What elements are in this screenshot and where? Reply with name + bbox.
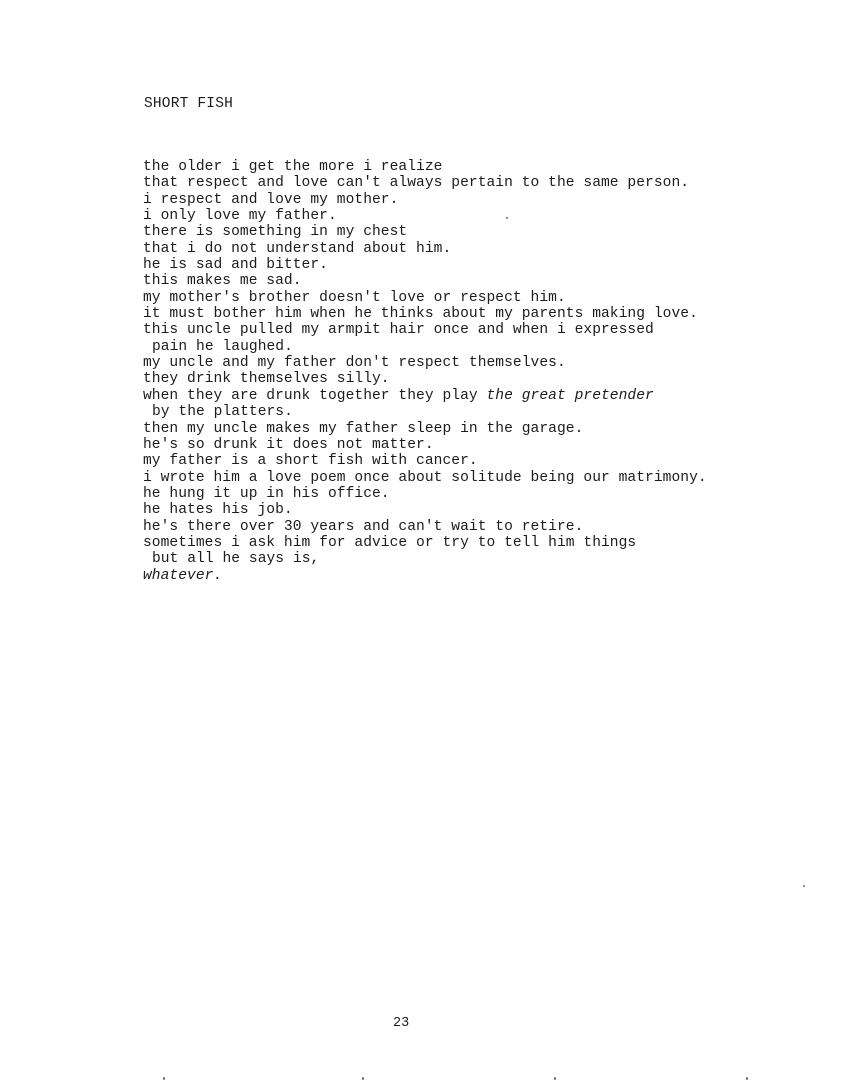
poem-line-text: my father is a short fish with cancer. <box>143 453 478 470</box>
poem-line <box>143 355 707 371</box>
poem-line-text: it must bother him when he thinks about my parents making love. <box>143 306 698 323</box>
poem-line <box>143 192 707 208</box>
poem-line-text: the older i get the more i realize <box>143 159 443 175</box>
poem-line-text: by the platters. <box>152 404 293 421</box>
poem-line-text: i wrote him a love poem once about solitude being our matrimony. <box>143 469 707 486</box>
poem-closing-word: whatever. <box>143 567 223 584</box>
poem-line <box>143 290 707 306</box>
poem-line-text: there is something in my chest <box>143 224 408 241</box>
poem-line-text: he hates his job. <box>143 502 293 519</box>
scan-speck <box>554 1077 556 1080</box>
scan-speck <box>163 1077 165 1080</box>
poem-line <box>143 339 707 355</box>
poem-line <box>143 224 707 240</box>
poem-title: SHORT FISH <box>144 96 234 112</box>
scan-speck <box>506 217 508 219</box>
poem-body <box>143 159 707 584</box>
poem-line <box>143 404 707 420</box>
poem-line-text: pain he laughed. <box>152 338 293 355</box>
poem-line-text: my mother's brother doesn't love or respect him. <box>143 289 566 306</box>
poem-line-text: but all he says is, <box>152 551 320 568</box>
poem-line-text: he's so drunk it does not matter. <box>143 436 434 453</box>
poem-line <box>143 421 707 437</box>
poem-line <box>143 470 707 486</box>
poem-line <box>143 208 707 224</box>
poem-line <box>143 453 707 469</box>
poem-line-text: sometimes i ask him for advice or try to tell him things <box>143 534 637 551</box>
poem-line-text: i respect and love my mother. <box>143 191 399 208</box>
poem-line <box>143 519 707 535</box>
poem-line-text: my uncle and my father don't respect themselves. <box>143 355 566 372</box>
poem-line <box>143 322 707 338</box>
poem-line-text: he hung it up in his office. <box>143 485 390 502</box>
poem-line <box>143 273 707 289</box>
poem-line-text: they drink themselves silly. <box>143 371 390 388</box>
poem-line-text: that i do not understand about him. <box>143 240 452 257</box>
poem-line <box>143 159 707 175</box>
scan-speck <box>362 1077 364 1080</box>
page-number: 23 <box>393 1016 410 1031</box>
poem-line <box>143 371 707 387</box>
poem-line-text: this uncle pulled my armpit hair once and when i expressed <box>143 322 654 339</box>
poem-line <box>143 535 707 551</box>
poem-line <box>143 437 707 453</box>
poem-line-text: that respect and love can't always pertain to the same person. <box>143 175 690 192</box>
poem-line-text: he is sad and bitter. <box>143 257 328 274</box>
poem-line-text: he's there over 30 years and can't wait to retire. <box>143 518 584 535</box>
poem-line <box>143 306 707 322</box>
scan-speck <box>746 1077 748 1080</box>
poem-line <box>143 551 707 567</box>
poem-line <box>143 502 707 518</box>
poem-line-text: i only love my father. <box>143 208 337 225</box>
poem-line <box>143 388 707 404</box>
poem-line <box>143 486 707 502</box>
poem-line <box>143 568 707 584</box>
scan-speck <box>803 885 805 887</box>
poem-line-text: this makes me sad. <box>143 273 302 290</box>
poem-line-text: then my uncle makes my father sleep in the garage. <box>143 420 584 437</box>
poem-line <box>143 257 707 273</box>
poem-line <box>143 175 707 191</box>
poem-line-text: when they are drunk together they play <box>143 387 487 404</box>
poem-line <box>143 241 707 257</box>
song-title: the great pretender <box>486 387 654 404</box>
